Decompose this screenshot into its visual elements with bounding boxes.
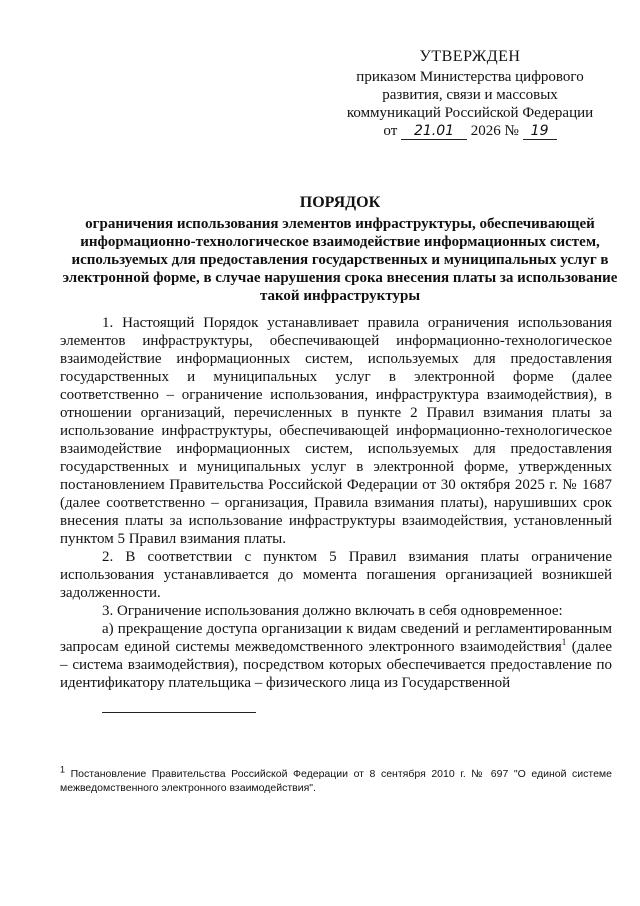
- approval-line-3: коммуникаций Российской Федерации: [346, 105, 594, 121]
- handwritten-number: 19: [523, 123, 557, 140]
- approval-line-1: приказом Министерства цифрового: [356, 69, 584, 85]
- document-heading: [60, 194, 620, 305]
- approval-title: УТВЕРЖДЕН: [419, 48, 521, 65]
- footnote: [60, 764, 612, 795]
- paragraph-1: 1. Настоящий Порядок устанавливает правила ограничения использования элементов инфраструктуры, обеспечивающей информационно-технологическое взаимодействие информационных систем, используемых для предоставления государственных и муниципальных услуг в электронной форме (далее соответственно – ограничение использования, инфраструктура взаимодействия), в отношении организаций, перечисленных в пункте 2 Правил взимания платы за использование инфраструктуры, обеспечивающей информационно-технологическое взаимодействие информационных систем, используемых для предоставления государственных и муниципальных услуг в электронной форме, утвержденных постановлением Правительства Российской Федерации от 30 октября 2025 г. № 1687 (далее соответственно – организация, Правила взимания платы), нарушивших срок внесения платы за использование инфраструктуры взаимодействия, установленный пунктом 5 Правил взимания платы.: [60, 315, 612, 547]
- document-subtitle: ограничения использования элементов инфраструктуры, обеспечивающей информационно-технологическое взаимодействие информационных систем, используемых для предоставления государственных и муниципальных услуг в электронной форме, в случае нарушения срока внесения платы за использование такой инфраструктуры: [62, 216, 618, 304]
- approval-date-line: [320, 122, 620, 140]
- footnote-reference: 1: [561, 637, 567, 647]
- paragraph-4-continuation: (далее – система взаимодействия), посредством которых обеспечивается предоставление по идентификатору плательщика – физического лица из Государственной: [60, 639, 612, 691]
- date-prefix: от: [383, 123, 398, 139]
- footnote-divider: [102, 712, 256, 713]
- approval-year: 2026: [470, 123, 501, 139]
- approval-line-2: развития, связи и массовых: [382, 87, 558, 103]
- approval-stamp: [320, 48, 620, 140]
- paragraph-4-text: а) прекращение доступа организации к видам сведений и регламентированным запросам единой системы межведомственного электронного взаимодействия: [60, 621, 612, 655]
- paragraph-2: 2. В соответствии с пунктом 5 Правил взимания платы ограничение использования устанавливается до момента погашения организацией возникшей задолженности.: [60, 549, 612, 601]
- document-body: [60, 314, 612, 692]
- number-sign: №: [504, 123, 519, 139]
- footnote-marker: 1: [60, 764, 66, 775]
- paragraph-3: 3. Ограничение использования должно включать в себя одновременное:: [102, 603, 563, 619]
- footnote-text: Постановление Правительства Российской Федерации от 8 сентября 2010 г. № 697 "О единой системе межведомственного электронного взаимодействия".: [60, 768, 612, 794]
- paragraph-4: [60, 620, 612, 692]
- document-title: ПОРЯДОК: [299, 194, 381, 211]
- handwritten-date: 21.01: [401, 123, 467, 140]
